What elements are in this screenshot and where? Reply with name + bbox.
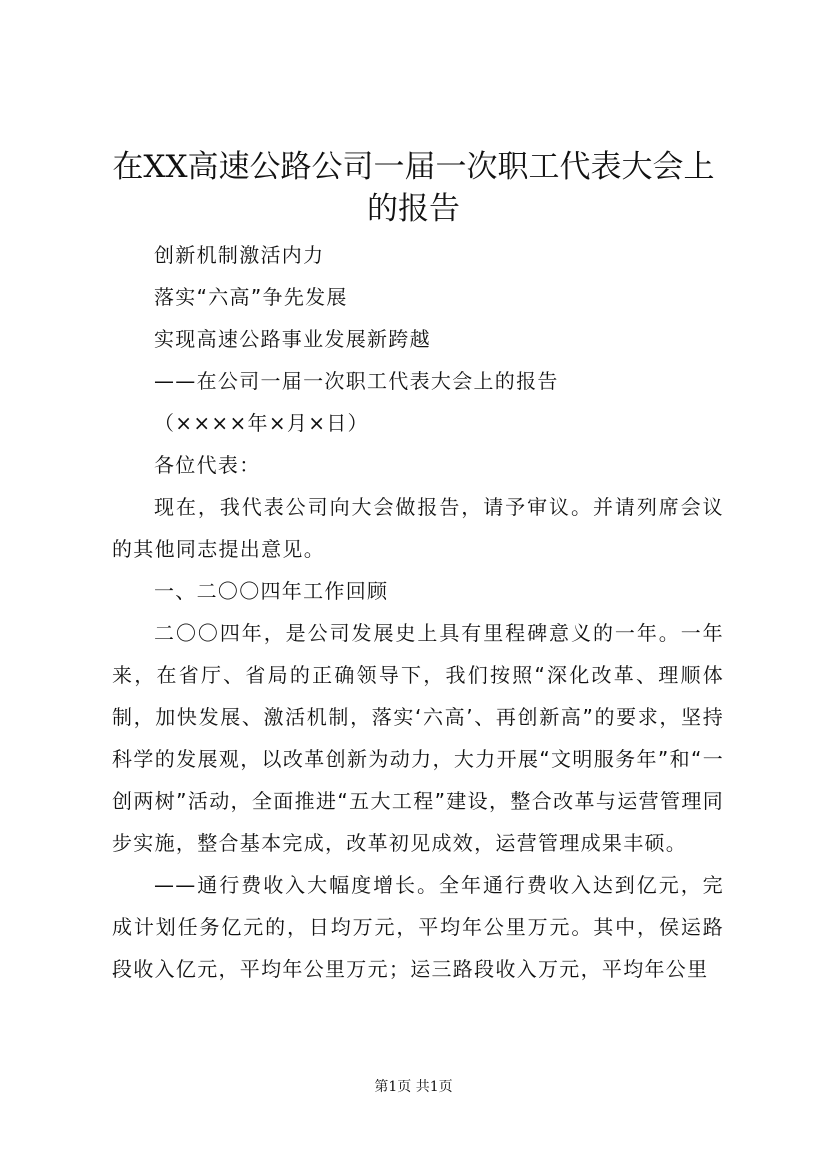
document-title: 在XX高速公路公司一届一次职工代表大会上的报告 — [112, 149, 715, 227]
paragraph: 二〇〇四年，是公司发展史上具有里程碑意义的一年。一年来，在省厅、省局的正确领导下，我们按照“深化改革、理顺体制，加快发展、激活机制，落实‘六高’、再创新高”的要求，坚持科学的发展观，以改革创新为动力，大力开展“文明服务年”和“一创两树”活动，全面推进“五大工程”建设，整合改革与运营管理同步实施，整合基本完成，改革初见成效，运营管理成果丰硕。 — [112, 621, 724, 855]
salutation: 各位代表： — [154, 453, 261, 477]
subtitle-line-3: 实现高速公路事业发展新跨越 — [154, 327, 431, 351]
paragraph: ——通行费收入大幅度增长。全年通行费收入达到亿元，完成计划任务亿元的，日均万元，平均年公里万元。其中，侯运路段收入亿元，平均年公里万元；运三路段收入万元，平均年公里 — [112, 873, 724, 981]
subtitle-line-2: 落实“六高”争先发展 — [154, 285, 348, 309]
paragraph: 现在，我代表公司向大会做报告，请予审议。并请列席会议的其他同志提出意见。 — [112, 495, 724, 561]
subtitle-line-1: 创新机制激活内力 — [154, 243, 325, 267]
page-footer: 第1页 共1页 — [374, 1079, 453, 1095]
report-date: （××××年×月×日） — [154, 411, 369, 435]
document-body — [112, 234, 724, 990]
report-occasion: ——在公司一届一次职工代表大会上的报告 — [154, 369, 559, 393]
section-heading: 一、二〇〇四年工作回顾 — [154, 579, 389, 603]
